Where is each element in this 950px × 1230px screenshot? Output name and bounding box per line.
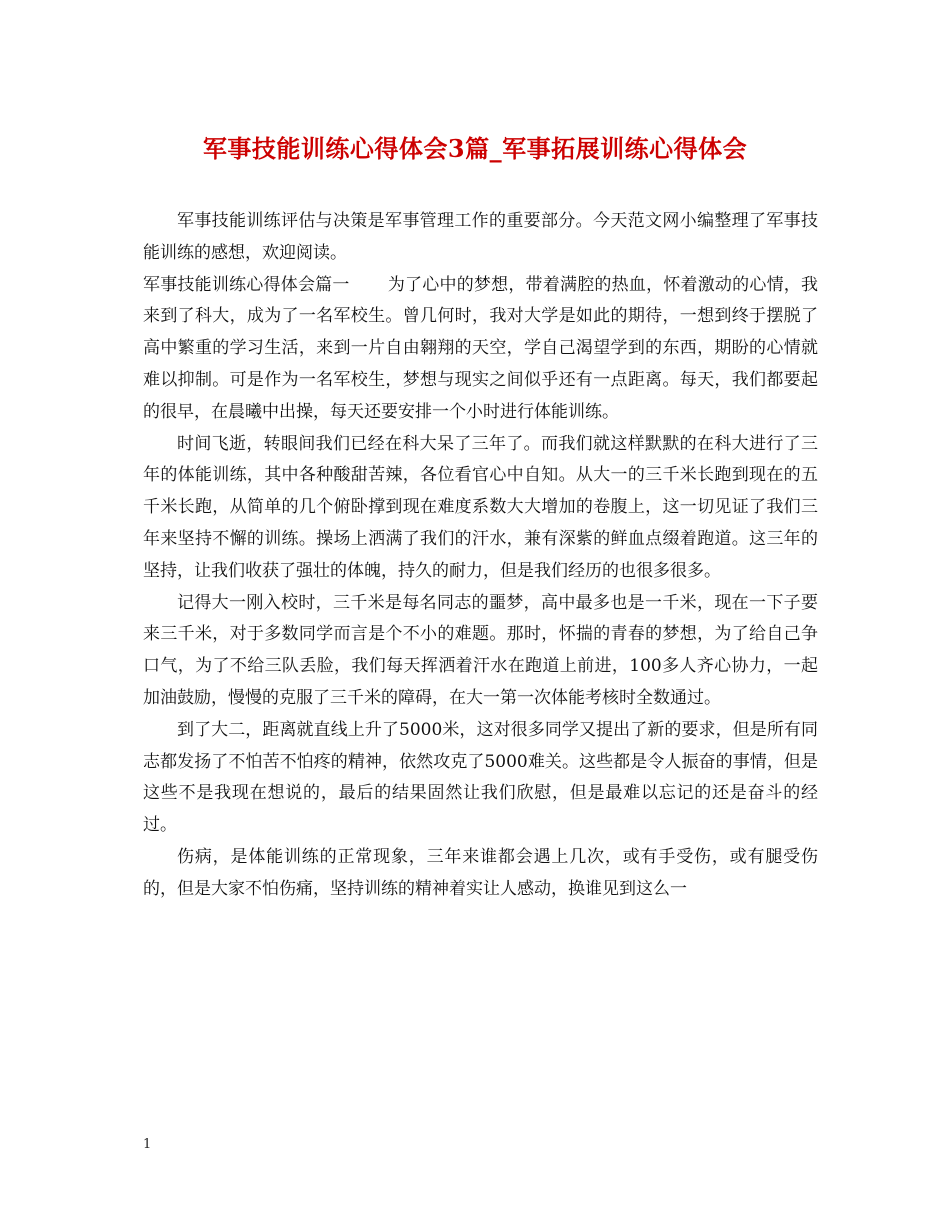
paragraph-2: 时间飞逝，转眼间我们已经在科大呆了三年了。而我们就这样默默的在科大进行了三年的体能训练，其中各种酸甜苦辣，各位看官心中自知。从大一的三千米长跑到现在的五千米长跑，从简单的几个俯卧撑到现在难度系数大大增加的卷腹上，这一切见证了我们三年来坚持不懈的训练。操场上洒满了我们的汗水，兼有深紫的鲜血点缀着跑道。这三年的坚持，让我们收获了强壮的体魄，持久的耐力，但是我们经历的也很多很多。 <box>143 433 818 581</box>
document-body <box>143 206 818 906</box>
section-heading: 军事技能训练心得体会篇一 <box>143 274 350 295</box>
paragraph-5: 伤病，是体能训练的正常现象，三年来谁都会遇上几次，或有手受伤，或有腿受伤的，但是大家不怕伤痛，坚持训练的精神着实让人感动，换谁见到这么一 <box>143 846 818 899</box>
section-one-paragraph <box>143 270 818 429</box>
paragraph-1-text: 为了心中的梦想，带着满腔的热血，怀着激动的心情，我来到了科大，成为了一名军校生。曾几何时，我对大学是如此的期待，一想到终于摆脱了高中繁重的学习生活，来到一片自由翱翔的天空，学自己渴望学到的东西，期盼的心情就难以抑制。可是作为一名军校生，梦想与现实之间似乎还有一点距离。每天，我们都要起的很早，在晨曦中出操，每天还要安排一个小时进行体能训练。 <box>143 274 819 422</box>
document-title: 军事技能训练心得体会3篇_军事拓展训练心得体会 <box>202 134 748 163</box>
page-number: 1 <box>143 1137 152 1152</box>
intro-paragraph: 军事技能训练评估与决策是军事管理工作的重要部分。今天范文网小编整理了军事技能训练的感想，欢迎阅读。 <box>143 211 818 263</box>
paragraph-3: 记得大一刚入校时，三千米是每名同志的噩梦，高中最多也是一千米，现在一下子要来三千米，对于多数同学而言是个不小的难题。那时，怀揣的青春的梦想，为了给自己争口气，为了不给三队丢脸，我们每天挥洒着汗水在跑道上前进，100多人齐心协力，一起加油鼓励，慢慢的克服了三千米的障碍，在大一第一次体能考核时全数通过。 <box>143 592 818 708</box>
paragraph-4: 到了大二，距离就直线上升了5000米，这对很多同学又提出了新的要求，但是所有同志都发扬了不怕苦不怕疼的精神，依然攻克了5000难关。这些都是令人振奋的事情，但是这些不是我现在想说的，最后的结果固然让我们欣慰，但是最难以忘记的还是奋斗的经过。 <box>143 719 818 836</box>
